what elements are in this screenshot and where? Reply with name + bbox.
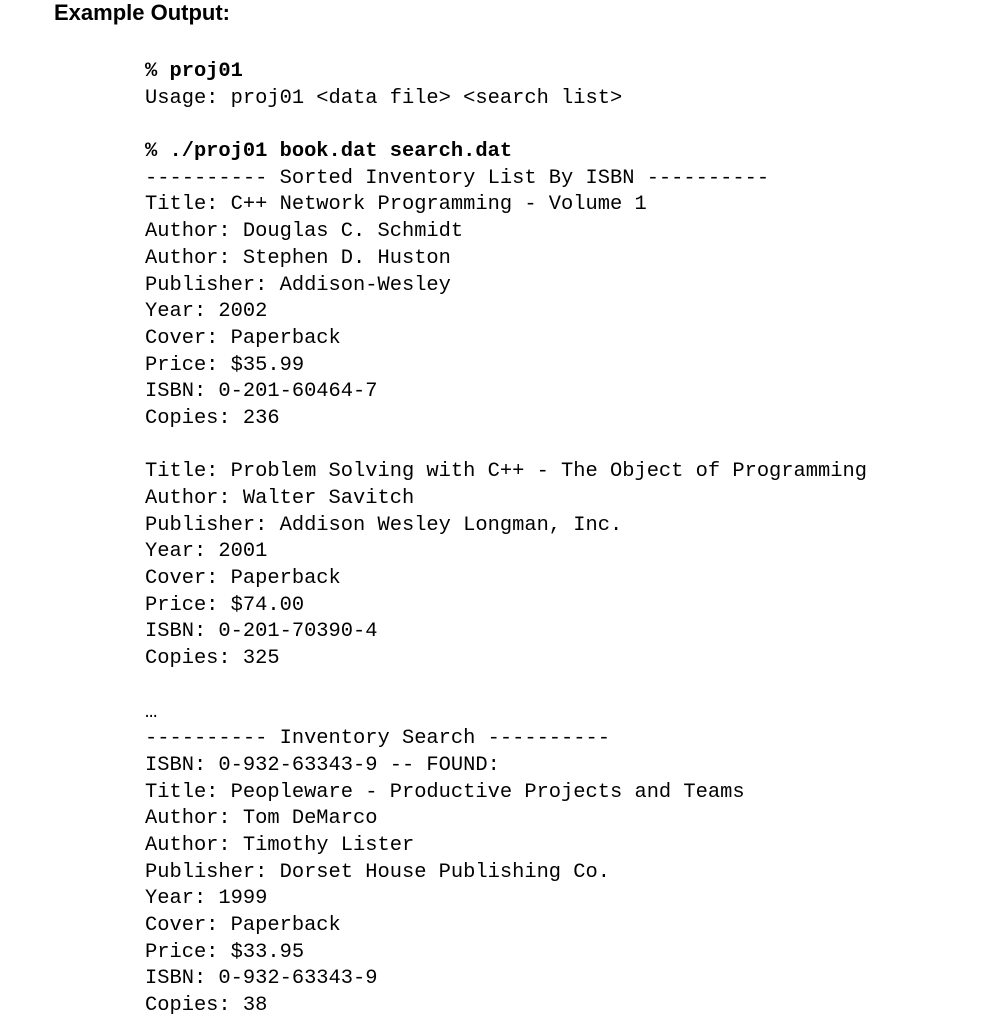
blank-line bbox=[145, 433, 867, 460]
output-line: Publisher: Dorset House Publishing Co. bbox=[145, 860, 610, 884]
output-line: ISBN: 0-932-63343-9 bbox=[145, 967, 378, 991]
output-line: ---------- Sorted Inventory List By ISBN ---------- bbox=[145, 166, 770, 190]
output-line: Author: Timothy Lister bbox=[145, 833, 415, 857]
command-line: % ./proj01 book.dat search.dat bbox=[145, 140, 513, 164]
output-line: Author: Douglas C. Schmidt bbox=[145, 220, 464, 244]
output-line: Copies: 38 bbox=[145, 994, 268, 1018]
output-line: Price: $35.99 bbox=[145, 353, 305, 377]
output-line: Cover: Paperback bbox=[145, 914, 341, 937]
output-line: Price: $74.00 bbox=[145, 593, 305, 617]
output-line: Title: Peopleware - Productive Projects and Teams bbox=[145, 780, 745, 804]
output-line: … bbox=[145, 700, 158, 724]
output-line: Year: 2001 bbox=[145, 540, 268, 564]
output-line: ISBN: 0-201-60464-7 bbox=[145, 380, 378, 404]
output-line: ISBN: 0-932-63343-9 -- FOUND: bbox=[145, 753, 500, 777]
terminal-output bbox=[145, 59, 867, 1020]
output-line: Copies: 325 bbox=[145, 647, 280, 671]
output-line: Author: Tom DeMarco bbox=[145, 807, 378, 831]
output-line: ISBN: 0-201-70390-4 bbox=[145, 620, 378, 644]
output-line: Cover: Paperback bbox=[145, 326, 341, 350]
output-line: Publisher: Addison-Wesley bbox=[145, 273, 451, 297]
blank-line bbox=[145, 112, 867, 139]
output-line: Copies: 236 bbox=[145, 406, 280, 430]
command-line: % proj01 bbox=[145, 60, 243, 83]
output-line: Year: 1999 bbox=[145, 887, 268, 911]
output-line: Title: C++ Network Programming - Volume 1 bbox=[145, 193, 647, 217]
output-line: Author: Walter Savitch bbox=[145, 487, 415, 510]
output-line: Author: Stephen D. Huston bbox=[145, 246, 451, 270]
output-line: Cover: Paperback bbox=[145, 567, 341, 591]
output-line: Year: 2002 bbox=[145, 300, 268, 324]
output-line: ---------- Inventory Search ---------- bbox=[145, 727, 610, 751]
blank-line bbox=[145, 673, 867, 700]
page-heading: Example Output: bbox=[54, 0, 231, 25]
output-line: Title: Problem Solving with C++ - The Object of Programming bbox=[145, 460, 867, 484]
output-line: Price: $33.95 bbox=[145, 940, 305, 964]
output-line: Usage: proj01 <data file> <search list> bbox=[145, 86, 623, 110]
output-line: Publisher: Addison Wesley Longman, Inc. bbox=[145, 513, 623, 537]
